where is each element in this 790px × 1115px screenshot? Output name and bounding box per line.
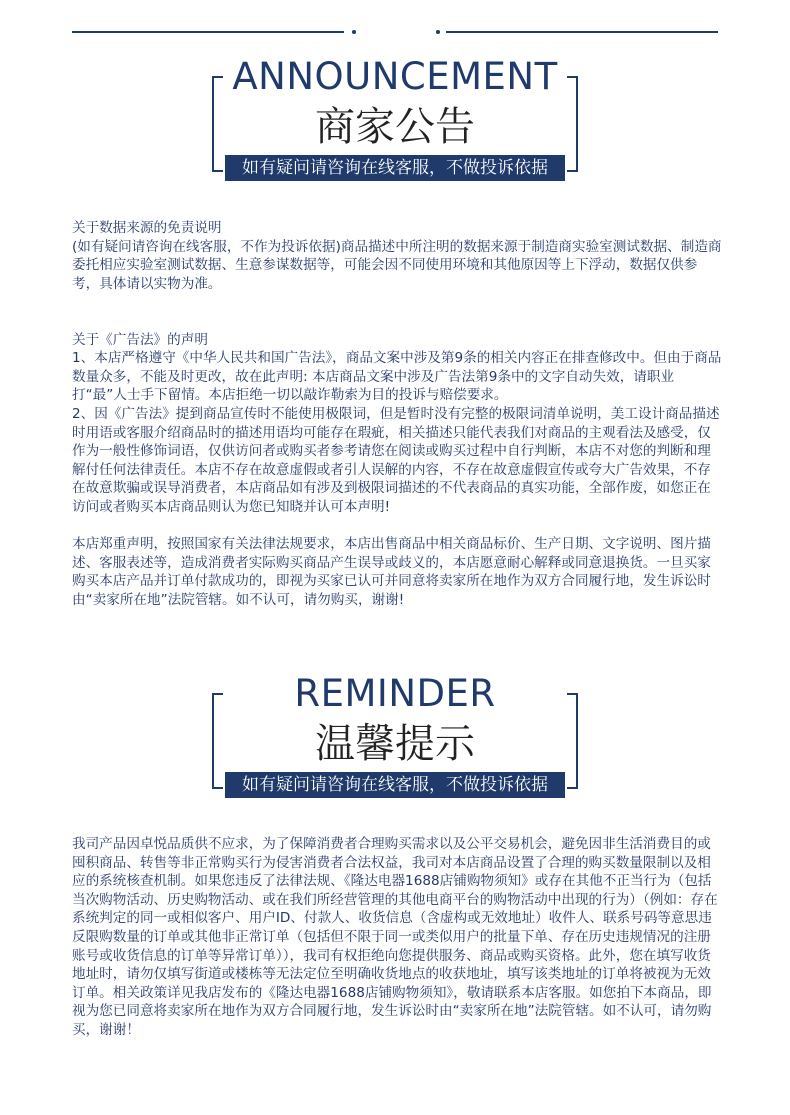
top-rule-dot-left: [352, 30, 356, 34]
ad-law-title: 关于《广告法》的声明: [72, 331, 208, 348]
announcement-cn-title: 商家公告: [315, 104, 475, 150]
ad-law-item-1: 1、本店严格遵守《中华人民共和国广告法》，商品文案中涉及第9条的相关内容正在排查修改中。但由于商品数量众多，不能及时更改，故在此声明: 本店商品文案中涉及广告法第9条中的文字自动失效，请职业打“最”人士手下留情。本店拒绝一切以敲诈勒索为目的投诉与赔偿要求。: [72, 350, 722, 404]
reminder-cn-title: 温馨提示: [315, 721, 475, 767]
reminder-en-title: REMINDER: [212, 674, 578, 714]
disclaimer-body: (如有疑问请咨询在线客服，不作为投诉依据)商品描述中所注明的数据来源于制造商实验室测试数据、制造商委托相应实验室测试数据、生意参谋数据等，可能会因不同使用环境和其他原因等上下浮动，数据仅供参考，具体请以实物为准。: [72, 238, 722, 292]
top-rule-dot-right: [436, 30, 440, 34]
announcement-header: [212, 57, 578, 189]
reminder-header: [212, 674, 578, 806]
announcement-en-title: ANNOUNCEMENT: [212, 57, 578, 97]
reminder-ribbon: 如有疑问请咨询在线客服，不做投诉依据: [225, 772, 565, 798]
announcement-content: [72, 219, 722, 609]
announcement-ribbon: 如有疑问请咨询在线客服，不做投诉依据: [225, 155, 565, 181]
disclaimer-title: 关于数据来源的免责说明: [72, 220, 222, 236]
reminder-body: 我司产品因卓悦品质供不应求，为了保障消费者合理购买需求以及公平交易机会，避免因非生活消费目的或囤积商品、转售等非正常购买行为侵害消费者合法权益，我司对本店商品设置了合理的购买数量限制以及相应的系统核查机制。如果您违反了法律法规、《隆达电器1688店铺购物须知》或存在其他不正当行为（包括当次购物活动、历史购物活动、或在我们所经营管理的其他电商平台的购物活动中出现的行为）（例如：存在系统判定的同一或相似客户、用户ID、付款人、收货信息（含虚构或无效地址）收件人、联系号码等意思违反限购数量的订单或其他非正常订单（包括但不限于同一或类似用户的批量下单、存在历史违规情况的注册账号或收货信息的订单等异常订单）），我司有权拒绝向您提供服务、商品或购买资格。此外，您在填写收货地址时，请勿仅填写街道或楼栋等无法定位至明确收货地点的收获地址，填写该类地址的订单将被视为无效订单。相关政策详见我店发布的《隆达电器1688店铺购物须知》，敬请联系本店客服。如您拍下本商品，即视为您已同意将卖家所在地作为双方合同履行地，发生诉讼时由“卖家所在地”法院管辖。如不认可，请勿购买，谢谢！: [72, 836, 718, 1038]
reminder-content: [72, 835, 722, 1040]
ad-law-item-2: 2、因《广告法》提到商品宣传时不能使用极限词，但是暂时没有完整的极限词清单说明，美工设计商品描述时用语或客服介绍商品时的描述用语均可能存在瑕疵，相关描述只能代表我们对商品的主观看法及感受，仅作为一般性修饰词语，仅供访问者或购买者参考请您在阅读或购买过程中自行判断，本店不对您的判断和理解付任何法律责任。本店不存在故意虚假或者引人误解的内容，不存在故意虚假宣传或夸大广告效果，不存在故意欺骗或误导消费者，本店商品如有涉及到极限词描述的不代表商品的真实功能，全部作废，如您正在访问或者购买本店商品则认为您已知晓并认可本声明!: [72, 405, 720, 515]
top-rule-right: [446, 31, 718, 33]
store-statement: 本店郑重声明，按照国家有关法律法规要求，本店出售商品中相关商品标价、生产日期、文字说明、图片描述、客服表述等，造成消费者实际购买商品产生误导或歧义的，本店愿意耐心解释或同意退换货。一旦买家购买本店产品并订单付款成功的，即视为买家已认可并同意将卖家所在地作为双方合同履行地，发生诉讼时由“卖家所在地”法院管辖。如不认可，请勿购买，谢谢!: [72, 536, 711, 608]
top-rule-left: [72, 31, 344, 33]
